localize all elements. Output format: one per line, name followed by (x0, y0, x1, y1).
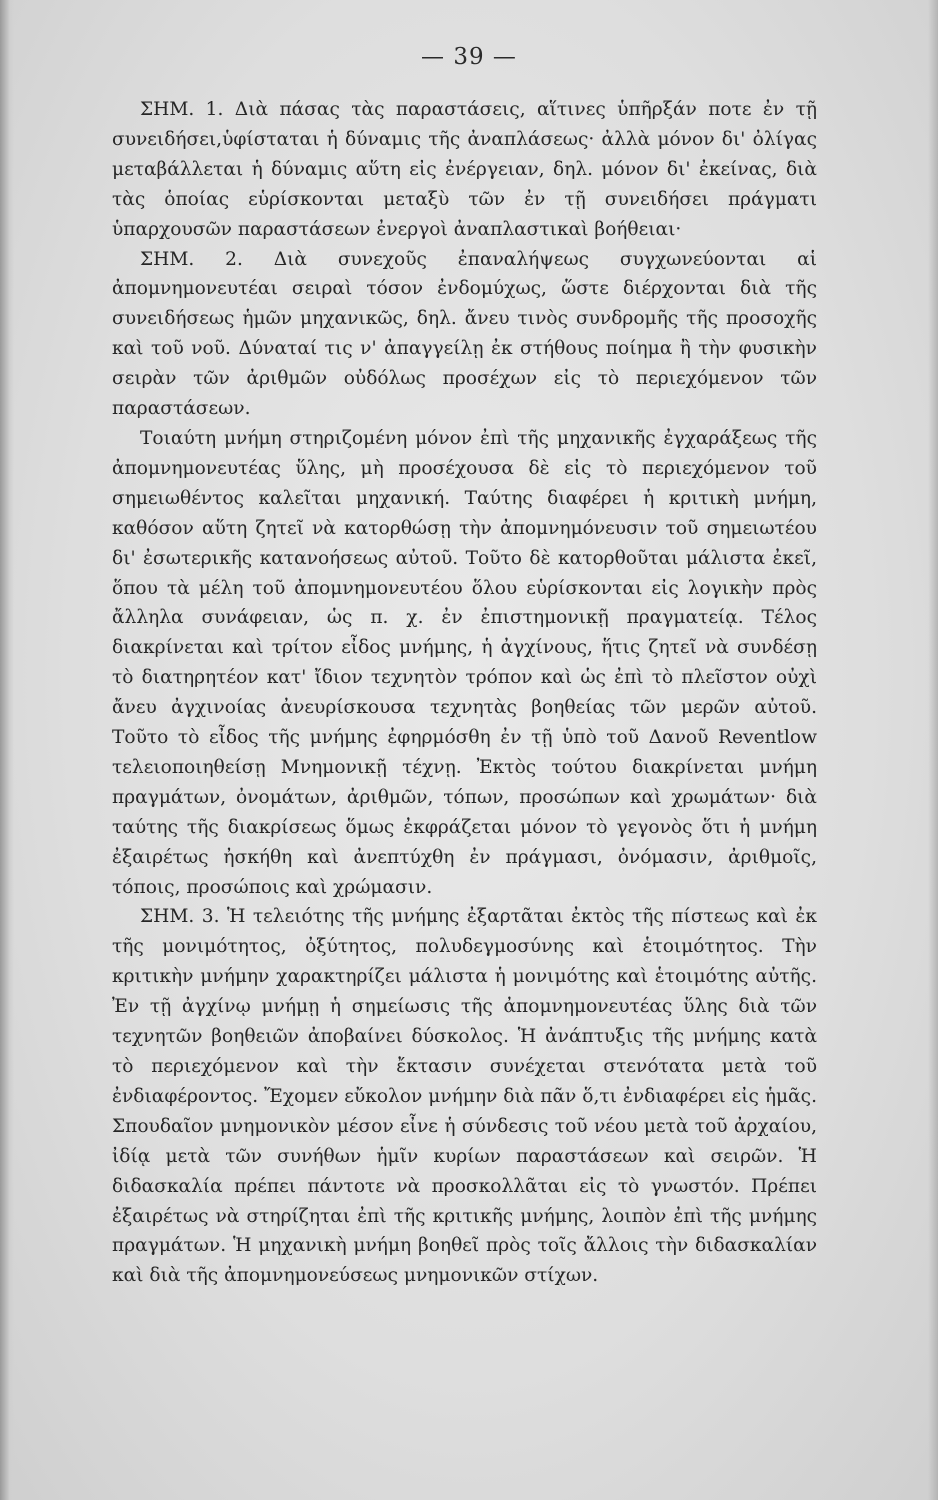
page-number: — 39 — (421, 44, 517, 70)
page-left-shadow (0, 0, 14, 1500)
paragraph-note-2: ΣΗΜ. 2. Διὰ συνεχοῦς ἐπαναλήψεως συγχωνεύονται αἱ ἀπομνημονευτέαι σειραὶ τόσον ἐνδομύχως, ὥστε διέρχονται διὰ τῆς συνειδήσεως ἡμῶν μηχανικῶς, δηλ. ἄνευ τινὸς συνδρομῆς τῆς προσοχῆς καὶ τοῦ νοῦ. Δύναταί τις ν' ἀπαγγείλῃ ἐκ στήθους ποίημα ἢ τὴν φυσικὴν σειρὰν τῶν ἀριθμῶν οὐδόλως προσέχων εἰς τὸ περιεχόμενον τῶν παραστάσεων. (112, 248, 817, 420)
page-right-shadow (928, 0, 938, 1500)
paragraph-note-3: ΣΗΜ. 3. Ἡ τελειότης τῆς μνήμης ἐξαρτᾶται ἐκτὸς τῆς πίστεως καὶ ἐκ τῆς μονιμότητος, ὀξύτητος, πολυδεγμοσύνης καὶ ἑτοιμότητος. Τὴν κριτικὴν μνήμην χαρακτηρίζει μάλιστα ἡ μονιμότης καὶ ἑτοιμότης αὐτῆς. Ἐν τῇ ἀγχίνῳ μνήμῃ ἡ σημείωσις τῆς ἀπομνημονευτέας ὕλης διὰ τῶν τεχνητῶν βοηθειῶν ἀποβαίνει δύσκολος. Ἡ ἀνάπτυξις τῆς μνήμης κατὰ τὸ περιεχόμενον καὶ τὴν ἔκτασιν συνέχεται στενότατα μετὰ τοῦ ἐνδιαφέροντος. Ἔχομεν εὔκολον μνήμην διὰ πᾶν ὅ,τι ἐνδιαφέρει εἰς ἡμᾶς. Σπουδαῖον μνημονικὸν μέσον εἶνε ἡ σύνδεσις τοῦ νέου μετὰ τοῦ ἀρχαίου, ἰδίᾳ μετὰ τῶν συνήθων ἡμῖν κυρίων παραστάσεων καὶ σειρῶν. Ἡ διδασκαλία πρέπει πάντοτε νὰ προσκολλᾶται εἰς τὸ γνωστόν. Πρέπει ἐξαιρέτως νὰ στηρίζηται ἐπὶ τῆς κριτικῆς μνήμης, λοιπὸν ἐπὶ τῆς μνήμης πραγμάτων. Ἡ μηχανικὴ μνήμη βοηθεῖ πρὸς τοῖς ἄλλοις τὴν διδασκαλίαν καὶ διὰ τῆς ἀπομνημονεύσεως μνημονικῶν στίχων. (112, 906, 817, 1287)
paragraph-memory-types: Τοιαύτη μνήμη στηριζομένη μόνον ἐπὶ τῆς μηχανικῆς ἐγχαράξεως τῆς ἀπομνημονευτέας ὕλης, μὴ προσέχουσα δὲ εἰς τὸ περιεχόμενον τοῦ σημειωθέντος καλεῖται μηχανική. Ταύτης διαφέρει ἡ κριτικὴ μνήμη, καθόσον αὕτη ζητεῖ νὰ κατορθώσῃ τὴν ἀπομνημόνευσιν τοῦ σημειωτέου δι' ἐσωτερικῆς κατανοήσεως αὐτοῦ. Τοῦτο δὲ κατορθοῦται μάλιστα ἐκεῖ, ὅπου τὰ μέλη τοῦ ἀπομνημονευτέου ὅλου εὑρίσκονται εἰς λογικὴν πρὸς ἄλληλα συνάφειαν, ὡς π. χ. ἐν ἐπιστημονικῇ πραγματείᾳ. Τέλος διακρίνεται καὶ τρίτον εἶδος μνήμης, ἡ ἀγχίνους, ἥτις ζητεῖ νὰ συνδέσῃ τὸ διατηρητέον κατ' ἴδιον τεχνητὸν τρόπον καὶ ὡς ἐπὶ τὸ πλεῖστον οὐχὶ ἄνευ ἀγχινοίας ἀνευρίσκουσα τεχνητὰς βοηθείας τῶν μερῶν αὐτοῦ. Τοῦτο τὸ εἶδος τῆς μνήμης ἐφηρμόσθη ἐν τῇ ὑπὸ τοῦ Δανοῦ Reventlow τελειοποιηθείσῃ Μνημονικῇ τέχνῃ. Ἐκτὸς τούτου διακρίνεται μνήμη πραγμάτων, ὀνομάτων, ἀριθμῶν, τόπων, προσώπων καὶ χρωμάτων· διὰ ταύτης τῆς διακρίσεως ὅμως ἐκφράζεται μόνον τὸ γεγονὸς ὅτι ἡ μνήμη ἐξαιρέτως ἠσκήθη καὶ ἀνεπτύχθη ἐν πράγμασι, ὀνόμασιν, ἀριθμοῖς, τόποις, προσώποις καὶ χρώμασιν. (112, 427, 817, 898)
body-text (112, 95, 817, 1291)
paragraph-note-1: ΣΗΜ. 1. Διὰ πάσας τὰς παραστάσεις, αἵτινες ὑπῆρξάν ποτε ἐν τῇ συνειδήσει,ὑφίσταται ἡ δύναμις τῆς ἀναπλάσεως· ἀλλὰ μόνον δι' ὀλίγας μεταβάλλεται ἡ δύναμις αὕτη εἰς ἐνέργειαν, δηλ. μόνον δι' ἐκείνας, διὰ τὰς ὁποίας εὑρίσκονται μεταξὺ τῶν ἐν τῇ συνειδήσει πράγματι ὑπαρχουσῶν παραστάσεων ἐνεργοὶ ἀναπλαστικαὶ βοήθειαι· (112, 99, 817, 240)
